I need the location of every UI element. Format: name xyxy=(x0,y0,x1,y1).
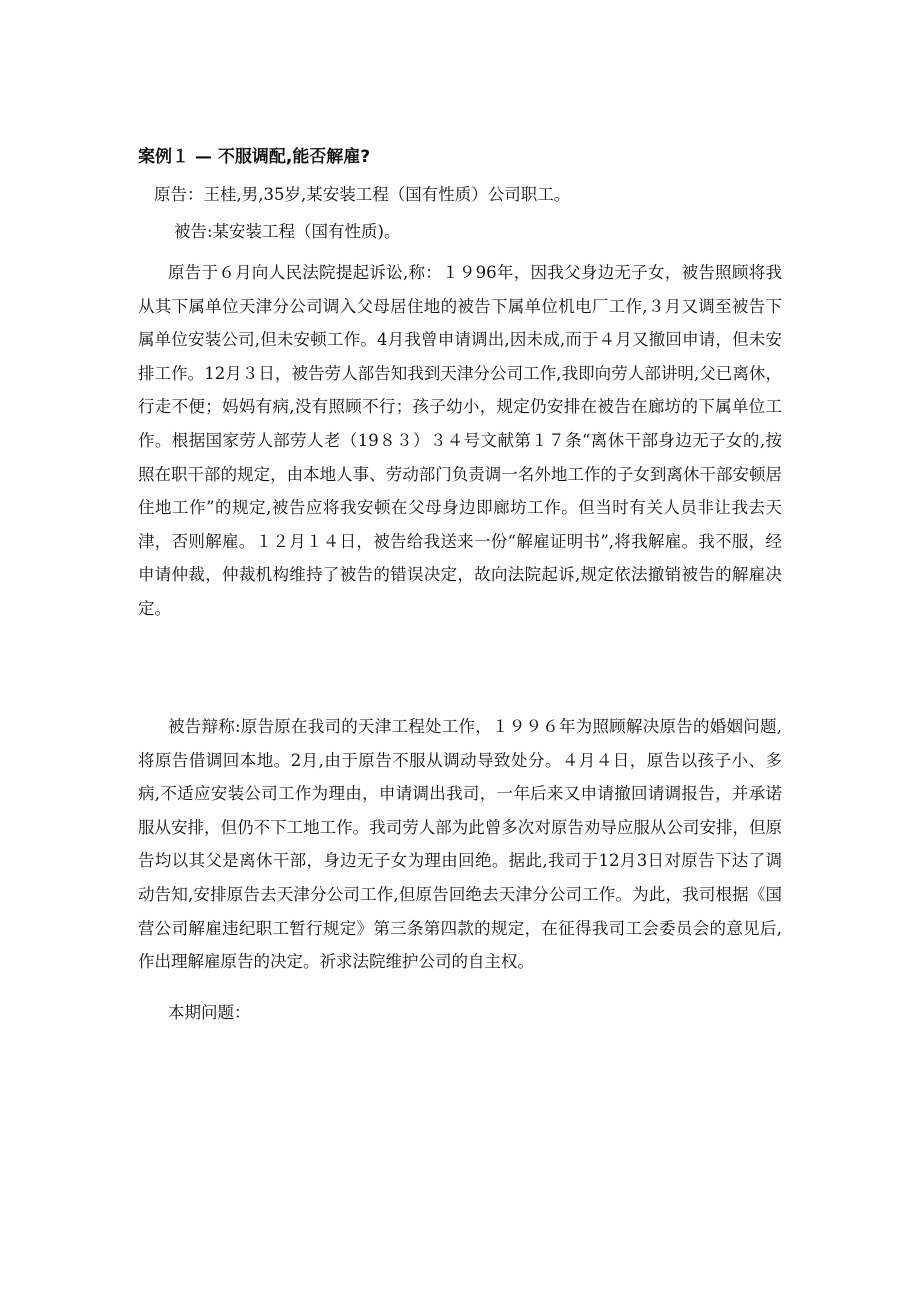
defendant-line: 被告:某安装工程（国有性质)。 xyxy=(174,222,401,241)
plaintiff-statement-paragraph: 原告于６月向人民法院提起诉讼,称：１９96年，因我父身边无子女，被告照顾将我从其下属单位天津分公司调入父母居住地的被告下属单位机电厂工作,３月又调至被告下属单位安装公司,但未安顿工作。4月我曾申请调出,因未成,而于４月又撤回申请，但未安排工作。12月３日，被告劳人部告知我到天津分公司工作,我即向劳人部讲明,父已离休，行走不便；妈妈有病,没有照顾不行；孩子幼小，规定仍安排在被告在廊坊的下属单位工作。根据国家劳人部劳人老（19８３）３４号文献第１７条“离休干部身边无子女的,按照在职干部的规定，由本地人事、劳动部门负责调一名外地工作的子女到离休干部安顿居住地工作”的规定,被告应将我安顿在父母身边即廊坊工作。但当时有关人员非让我去天津，否则解雇。１２月１４日，被告给我送来一份“解雇证明书”,将我解雇。我不服，经申请仲裁，仲裁机构维持了被告的错误决定，故向法院起诉,规定依法撤销被告的解雇决定。 xyxy=(138,263,782,618)
defense-statement-paragraph: 被告辩称:原告原在我司的天津工程处工作，１９９６年为照顾解决原告的婚姻问题,将原告借调回本地。2月,由于原告不服从调动导致处分。４月４日，原告以孩子小、多病,不适应安装公司工作为理由，申请调出我司，一年后来又申请撤回请调报告，并承诺服从安排，但仍不下工地工作。我司劳人部为此曾多次对原告劝导应服从公司安排，但原告均以其父是离休干部，身边无子女为理由回绝。据此,我司于12月3日对原告下达了调动告知,安排原告去天津分公司工作,但原告回绝去天津分公司工作。为此，我司根据《国营公司解雇违纪职工暂行规定》第三条第四款的规定，在征得我司工会委员会的意见后,作出理解雇原告的决定。祈求法院维护公司的自主权。 xyxy=(138,717,782,972)
case-title: 案例１ — 不服调配,能否解雇? xyxy=(138,147,371,167)
plaintiff-line: 原告：王桂,男,35岁,某安装工程（国有性质）公司职工。 xyxy=(154,185,571,204)
current-issue-heading: 本期问题： xyxy=(168,1003,251,1022)
